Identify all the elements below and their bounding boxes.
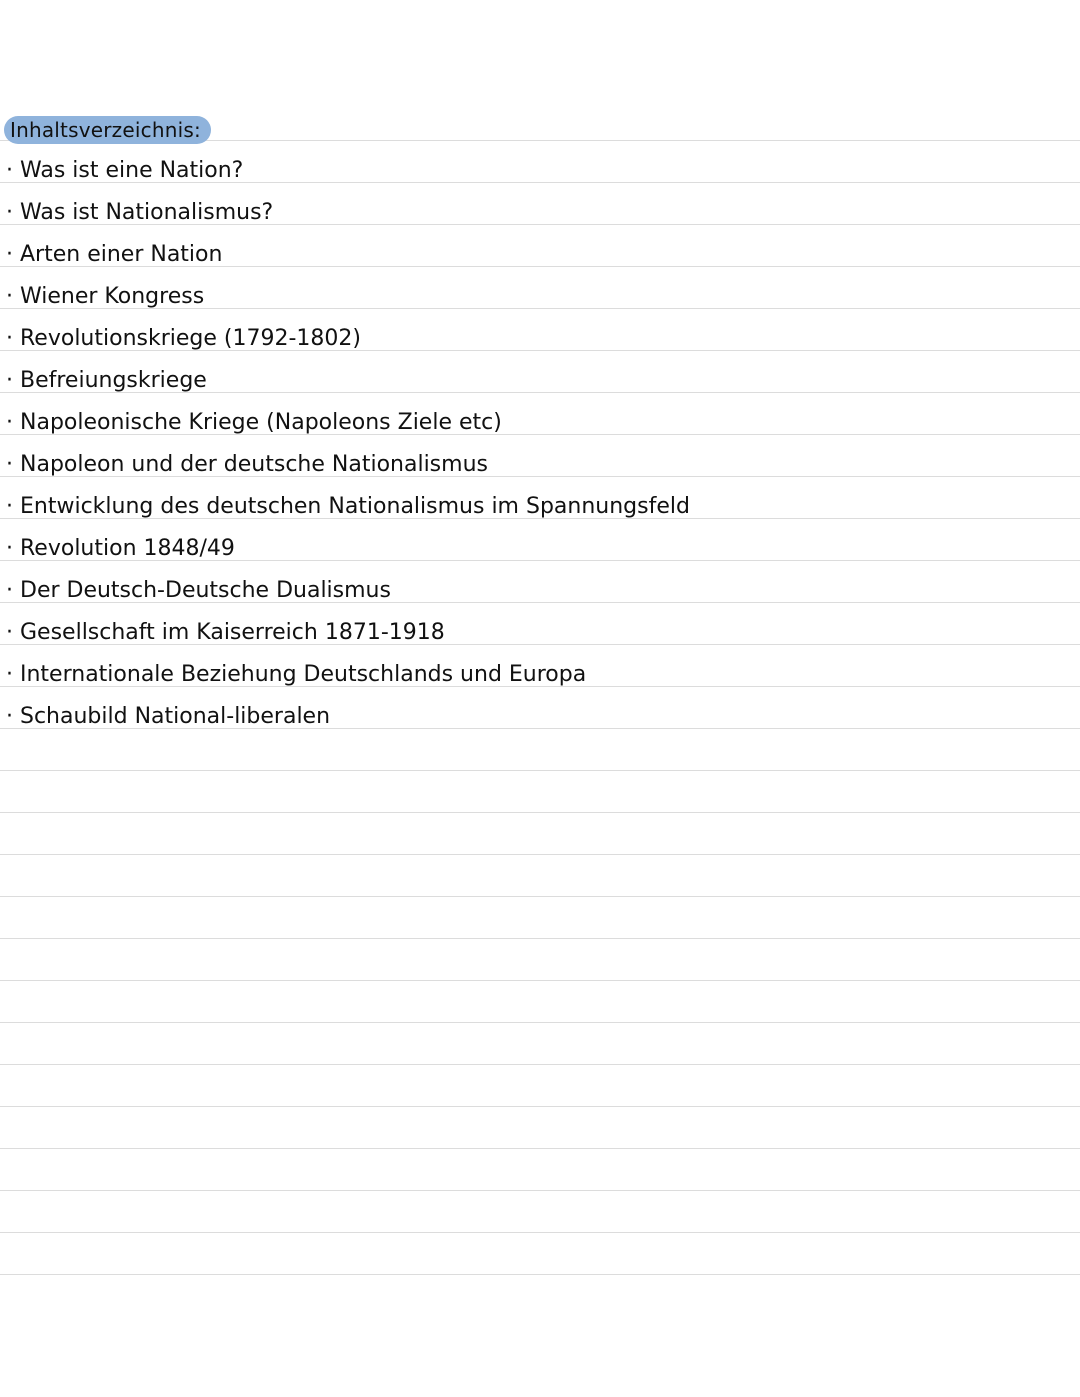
list-item	[6, 700, 330, 734]
bullet-marker: ·	[6, 578, 13, 603]
list-item	[6, 490, 690, 524]
rule-line	[0, 1022, 1080, 1023]
bullet-marker: ·	[6, 536, 13, 561]
list-item-text: Was ist eine Nation?	[20, 158, 244, 183]
list-item-text: Revolutionskriege (1792-1802)	[20, 326, 361, 351]
bullet-marker: ·	[6, 242, 13, 267]
list-item-text: Was ist Nationalismus?	[20, 200, 274, 225]
rule-line	[0, 812, 1080, 813]
list-item-text: Befreiungskriege	[20, 368, 207, 393]
rule-line	[0, 896, 1080, 897]
list-item	[6, 448, 488, 482]
list-item-text: Internationale Beziehung Deutschlands und Europa	[20, 662, 587, 687]
rule-line	[0, 1232, 1080, 1233]
list-item-text: Entwicklung des deutschen Nationalismus im Spannungsfeld	[20, 494, 690, 519]
list-item	[6, 280, 204, 314]
list-item	[6, 322, 361, 356]
bullet-marker: ·	[6, 452, 13, 477]
list-item-text: Gesellschaft im Kaiserreich 1871-1918	[20, 620, 445, 645]
list-item	[6, 616, 445, 650]
rule-line	[0, 1190, 1080, 1191]
list-item-text: Wiener Kongress	[20, 284, 205, 309]
list-item	[6, 658, 586, 692]
bullet-marker: ·	[6, 662, 13, 687]
rule-line	[0, 1106, 1080, 1107]
bullet-marker: ·	[6, 326, 13, 351]
rule-line	[0, 770, 1080, 771]
list-item	[6, 196, 273, 230]
list-item-text: Napoleonische Kriege (Napoleons Ziele etc)	[20, 410, 502, 435]
list-item	[6, 532, 235, 566]
bullet-marker: ·	[6, 494, 13, 519]
rule-line	[0, 854, 1080, 855]
list-item	[6, 238, 222, 272]
rule-line	[0, 938, 1080, 939]
bullet-marker: ·	[6, 620, 13, 645]
bullet-marker: ·	[6, 158, 13, 183]
bullet-marker: ·	[6, 200, 13, 225]
bullet-marker: ·	[6, 284, 13, 309]
page-title: Inhaltsverzeichnis:	[4, 116, 211, 144]
bullet-marker: ·	[6, 704, 13, 729]
list-item-text: Revolution 1848/49	[20, 536, 235, 561]
rule-line	[0, 1148, 1080, 1149]
list-item-text: Arten einer Nation	[20, 242, 223, 267]
list-item	[6, 574, 391, 608]
list-item-text: Schaubild National-liberalen	[20, 704, 331, 729]
list-item	[6, 406, 502, 440]
rule-line	[0, 980, 1080, 981]
list-item	[6, 154, 243, 188]
bullet-marker: ·	[6, 410, 13, 435]
list-item-text: Der Deutsch-Deutsche Dualismus	[20, 578, 391, 603]
rule-line	[0, 1064, 1080, 1065]
list-item-text: Napoleon und der deutsche Nationalismus	[20, 452, 488, 477]
rule-line	[0, 1274, 1080, 1275]
list-item	[6, 364, 207, 398]
bullet-marker: ·	[6, 368, 13, 393]
